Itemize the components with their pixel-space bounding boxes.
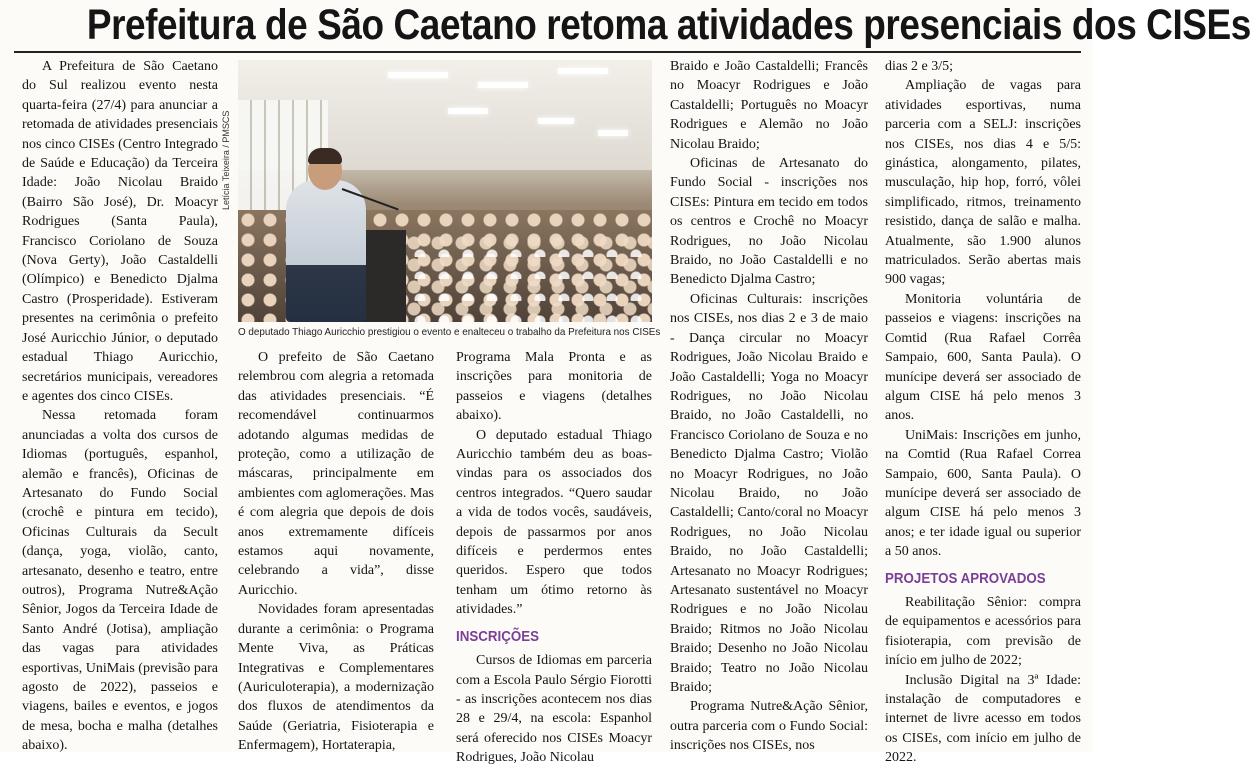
column-4 [670,57,868,754]
paragraph: Reabilitação Sênior: compra de equipamentos e acessórios para fisioterapia, com previsão de início em julho de 2022; [885,594,1081,669]
paragraph: Ampliação de vagas para atividades esportivas, numa parceria com a SELJ: inscrições nos CISEs, nos dias 4 e 5/5: ginástica, alongamento, pilates, musculação, hip hop, forró, vôlei simplificado, ritmos, treinamento resistido, dança de salão e malha. Atualmente, são 1.900 alunos matriculados. Serão abertas mais 900 vagas; [885,78,1081,288]
column-2 [238,348,434,754]
paragraph: Cursos de Idiomas em parceria com a Escola Paulo Sérgio Fiorotti - as inscrições acontecem nos dias 28 e 29/4, na escola: Espanhol será oferecido nos CISEs Moacyr Rodrigues, João Nicolau [456,653,652,766]
ceiling-light [448,108,488,114]
paragraph: Nessa retomada foram anunciadas a volta dos cursos de Idiomas (português, espanhol, alemão e francês), Oficinas de Artesanato do Fundo Social (crochê e pintura em tecido), Oficinas Culturais da Secult (dança, yoga, violão, canto, artesanato, desenho e teatro, entre outros), Programa Nutre&Ação Sênior, Jogos da Terceira Idade de Santo André (Jotisa), ampliação das vagas para atividades esportivas, UniMais (previsão para agosto de 2022), passeios e viagens, bailes e eventos, e jogos de mesa, bocha e malha (detalhes abaixo). [22,408,218,754]
column-1 [22,57,218,754]
ceiling-light [538,118,574,124]
paragraph: O deputado estadual Thiago Auricchio também deu as boas-vindas para os associados dos centros integrados. “Quero saudar a vida de todos vocês, saudáveis, depois de passarmos por anos difíceis e perdermos entes queridos. Espero que todos tenham um ótimo retorno às atividades.” [456,427,652,618]
event-photo [238,60,652,322]
column-3 [456,348,652,766]
section-heading-inscricoes: INSCRIÇÕES [456,628,540,645]
paragraph: UniMais: Inscrições em junho, na Comtid (Rua Rafael Correa Sampaio, 600, Santa Paula). O munícipe deverá ser associado de algum CISE há pelo menos 3 anos; e ter idade igual ou superior a 50 anos. [885,427,1081,560]
paragraph: Monitoria voluntária de passeios e viagens: inscrições na Comtid (Rua Rafael Corrêa Sampaio, 600, Santa Paula). O munícipe deverá ser associado de algum CISE há pelo menos 3 anos. [885,291,1081,424]
paragraph: O prefeito de São Caetano relembrou com alegria a retomada das atividades presenciais. “É recomendável continuarmos adotando algumas medidas de proteção, como a utilização de máscaras, principalmente em ambientes com aglomerações. Mas é com alegria que depois de dois anos extremamente difíceis estamos aqui novamente, celebrando a vida”, disse Auricchio. [238,350,434,598]
paragraph: Oficinas Culturais: inscrições nos CISEs, nos dias 2 e 3 de maio - Dança circular no Moacyr Rodrigues, João Nicolau Braido e João Castaldelli; Yoga no Moacyr Rodrigues, no João Nicolau Braido, no João Castaldelli, no Francisco Coriolano de Souza e no Benedicto Djalma Castro; Violão no Moacyr Rodrigues, no João Nicolau Braido, no João Castaldelli; Canto/coral no Moacyr Rodrigues, no João Nicolau Braido, no João Castaldelli; Artesanato no Moacyr Rodrigues; Artesanato sustentável no Moacyr Rodrigues e no João Nicolau Braido; Ritmos no João Nicolau Braido; Desenho no João Nicolau Braido; Teatro no João Nicolau Braido; [670,291,868,695]
paragraph: A Prefeitura de São Caetano do Sul realizou evento nesta quarta-feira (27/4) para anunciar a retomada de atividades presenciais nos cinco CISEs (Centro Integrado de Saúde e Educação) da Terceira Idade: João Nicolau Braido (Bairro São José), Dr. Moacyr Rodrigues (Santa Paula), Francisco Coriolano de Souza (Nova Gerty), João Castaldelli (Olímpico) e Benedicto Djalma Castro (Prosperidade). Estiveram presentes na cerimônia o prefeito José Auricchio Júnior, o deputado estadual Thiago Auricchio, secretários municipais, vereadores e agentes dos cinco CISEs. [22,59,218,404]
column-divider [876,60,877,746]
column-5 [885,57,1081,766]
photo-speaker-hair [308,148,342,164]
ceiling-light [478,82,528,88]
ceiling-light [388,72,448,78]
photo-speaker [286,180,366,322]
paragraph: Oficinas de Artesanato do Fundo Social - inscrições nos CISEs: Pintura em tecido em todos os centros e Crochê no Moacyr Rodrigues, no João Nicolau Braido, no João Castaldelli e no Benedicto Djalma Castro; [670,156,868,288]
section-heading-projetos: PROJETOS APROVADOS [885,570,1046,587]
paragraph: Programa Nutre&Ação Sênior, outra parceria com o Fundo Social: inscrições nos CISEs, nos [670,699,868,754]
paragraph: Novidades foram apresentadas durante a cerimônia: o Programa Mente Viva, as Práticas Integrativas e Complementares (Auriculoterapia), a modernização dos fluxos de atendimentos da Saúde (Geriatria, Fisioterapia e Enfermagem), Hortaterapia, [238,602,434,754]
photo-credit: Letícia Teixeira / PMSCS [221,110,231,210]
paragraph: dias 2 e 3/5; [885,59,954,74]
ceiling-light [558,68,608,74]
paragraph: Programa Mala Pronta e as inscrições para monitoria de passeios e viagens (detalhes abaixo). [456,350,652,424]
paragraph: Inclusão Digital na 3ª Idade: instalação de computadores e internet de livre acesso em todos os CISEs, com início em julho de 2022. [885,672,1081,766]
headline-rule [14,51,1081,53]
photo-caption: O deputado Thiago Auricchio prestigiou o evento e enalteceu o trabalho da Prefeitura nos CISEs [238,326,661,338]
paragraph: Braido e João Castaldelli; Francês no Moacyr Rodrigues e João Castaldelli; Português no Moacyr Rodrigues e Alemão no João Nicolau Braido; [670,59,868,152]
headline: Prefeitura de São Caetano retoma atividades presenciais dos CISEs [86,1,1251,49]
ceiling-light [598,130,628,136]
